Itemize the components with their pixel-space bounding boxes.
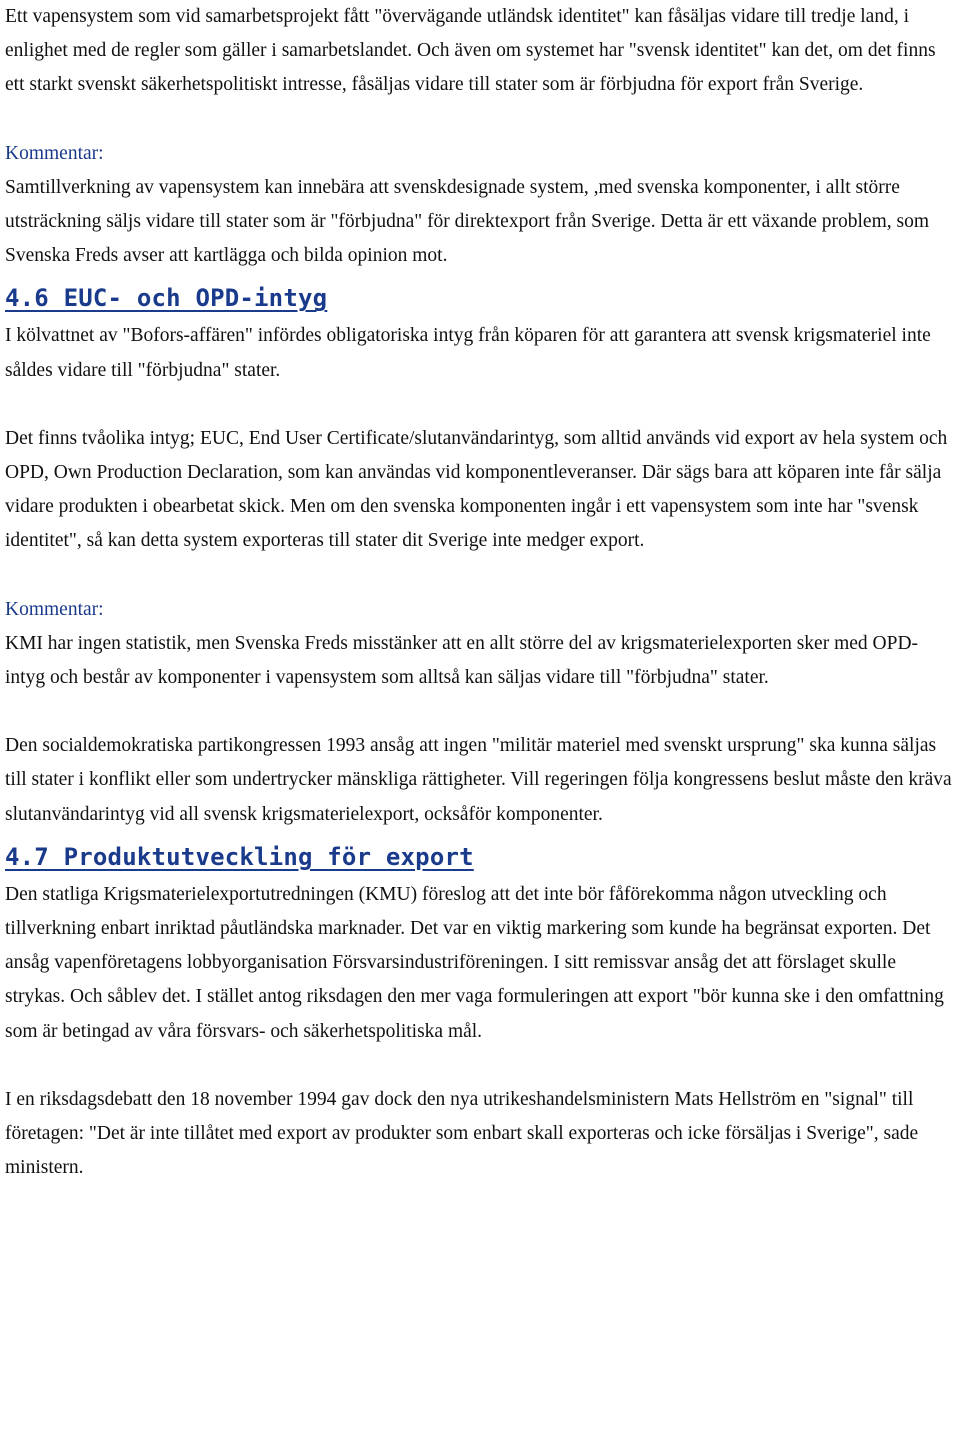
document-page [5,0,955,1185]
section-heading-4-6: 4.6 EUC- och OPD-intyg [5,284,328,313]
paragraph-party-congress: Den socialdemokratiska partikongressen 1993 ansåg att ingen "militär materiel med svenskt ursprung" ska kunna säljas till stater i konflikt eller som undertrycker mänskliga rättigheter. Vill regeringen följa kongressens beslut måste den kräva slutanvändarintyg vid all svensk krigsmaterielexport, ocksåför komponenter. [5,735,952,825]
spacer [5,1049,955,1083]
paragraph-kmu-proposal: Den statliga Krigsmaterielexportutredningen (KMU) föreslog att det inte bör fåförekomma någon utveckling och tillverkning enbart inriktad påutländska marknader. Det var en viktig markering som kunde ha begränsat exporten. Det ansåg vapenföretagens lobbyorganisation Försvarsindustriföreningen. I sitt remissvar ansåg det att förslaget skulle strykas. Och såblev det. I stället antog riksdagen den mer vaga formuleringen att export "bör kunna ske i den omfattning som är betingad av våra försvars- och säkerhetspolitiska mål. [5,883,944,1042]
paragraph-kmi-statistics: KMI har ingen statistik, men Svenska Freds misstänker att en allt större del av krigsmaterielexporten sker med OPD-intyg och består av komponenter i vapensystem som alltså kan säljas vidare till "förbjudna" stater. [5,632,919,689]
paragraph-riksdag-debate: I en riksdagsdebatt den 18 november 1994 gav dock den nya utrikeshandelsministern Mats Hellström en "signal" till företagen: "Det är inte tillåtet med export av produkter som enbart skall exporteras och icke försäljas i Sverige", sade ministern. [5,1088,919,1179]
spacer [5,695,955,729]
comment-label: Kommentar: [5,142,104,164]
spacer [5,103,955,137]
comment-label: Kommentar: [5,598,104,620]
section-heading-4-7: 4.7 Produktutveckling för export [5,842,474,871]
spacer [5,559,955,593]
spacer [5,388,955,422]
paragraph-foreign-identity: Ett vapensystem som vid samarbetsprojekt fått "övervägande utländsk identitet" kan fåsäljas vidare till tredje land, i enlighet med de regler som gäller i samarbetslandet. Och även om systemet har "svensk identitet" kan det, om det finns ett starkt svenskt säkerhetspolitiskt intresse, fåsäljas vidare till stater som är förbjudna för export från Sverige. [5,6,936,96]
paragraph-bofors-affair: I kölvattnet av "Bofors-affären" infördes obligatoriska intyg från köparen för att garantera att svensk krigsmateriel inte såldes vidare till "förbjudna" stater. [5,325,931,381]
paragraph-euc-opd: Det finns tvåolika intyg; EUC, End User Certificate/slutanvändarintyg, som alltid används vid export av hela system och OPD, Own Production Declaration, som kan användas vid komponentleveranser. Där sägs bara att köparen inte får sälja vidare produkten i obearbetat skick. Men om den svenska komponenten ingår i ett vapensystem som inte har "svensk identitet", så kan detta system exporteras till stater dit Sverige inte medger export. [5,427,948,552]
paragraph-coproduction-comment: Samtillverkning av vapensystem kan innebära att svenskdesignade system, ,med svenska komponenter, i allt större utsträckning säljs vidare till stater som är "förbjudna" för direktexport från Sverige. Detta är ett växande problem, som Svenska Freds avser att kartlägga och bilda opinion mot. [5,176,930,267]
